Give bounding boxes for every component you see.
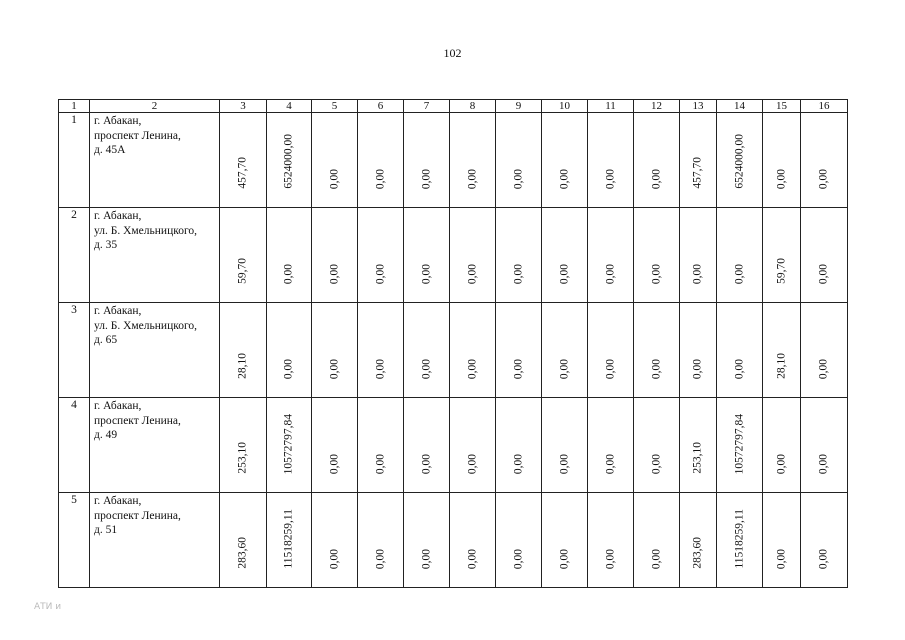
value-cell [801,398,848,493]
value-cell [267,493,312,588]
address-line: д. 45А [94,144,126,156]
column-number-cell: 13 [680,100,717,113]
value-text: 457,70 [691,157,704,189]
value-cell [680,398,717,493]
value-cell [358,303,404,398]
column-number-cell: 3 [220,100,267,113]
value-text: 0,00 [691,358,704,379]
value-cell [312,493,358,588]
column-number-cell: 15 [763,100,801,113]
row-index-cell: 3 [59,303,90,398]
address-cell [90,113,220,208]
column-number-cell: 12 [634,100,680,113]
value-cell [763,303,801,398]
value-cell [450,493,496,588]
column-number-cell: 10 [542,100,588,113]
column-number-cell: 2 [90,100,220,113]
column-number-cell: 4 [267,100,312,113]
table-row [59,208,848,303]
value-text: 0,00 [511,358,524,379]
value-text: 0,00 [465,168,478,189]
value-text: 0,00 [373,358,386,379]
value-text: 0,00 [603,453,616,474]
value-text: 457,70 [236,157,249,189]
value-text: 10572797,84 [282,413,295,474]
value-cell [404,303,450,398]
value-cell [717,303,763,398]
value-cell [588,303,634,398]
value-text: 0,00 [327,358,340,379]
value-text: 0,00 [817,358,830,379]
value-text: 0,00 [557,168,570,189]
value-cell [267,398,312,493]
value-text: 0,00 [603,548,616,569]
value-cell [267,208,312,303]
value-cell [358,493,404,588]
value-cell [717,113,763,208]
value-text: 0,00 [649,263,662,284]
value-text: 0,00 [511,168,524,189]
value-cell [801,493,848,588]
address-line: проспект Ленина, [94,414,181,427]
value-text: 0,00 [282,358,295,379]
value-cell [634,208,680,303]
value-cell [542,493,588,588]
column-number-cell: 16 [801,100,848,113]
table-row [59,398,848,493]
value-cell [763,208,801,303]
value-text: 0,00 [511,548,524,569]
value-text: 0,00 [465,358,478,379]
value-cell [450,303,496,398]
value-cell [220,303,267,398]
value-text: 0,00 [282,263,295,284]
value-cell [801,208,848,303]
value-cell [763,113,801,208]
value-cell [496,113,542,208]
address-line: г. Абакан, [94,115,142,127]
value-cell [763,493,801,588]
value-cell [404,493,450,588]
column-number-cell: 11 [588,100,634,113]
value-text: 0,00 [557,453,570,474]
value-cell [404,113,450,208]
address-cell [90,208,220,303]
column-number-cell: 7 [404,100,450,113]
value-text: 0,00 [465,263,478,284]
value-text: 0,00 [691,263,704,284]
value-text: 0,00 [373,548,386,569]
value-cell [588,208,634,303]
value-cell [267,303,312,398]
page-number: 102 [443,46,462,60]
value-cell [634,398,680,493]
address-cell [90,398,220,493]
row-index-cell: 1 [59,113,90,208]
value-text: 0,00 [817,263,830,284]
address-line: ул. Б. Хмельницкого, [94,319,198,332]
value-cell [404,208,450,303]
value-text: 0,00 [774,548,787,569]
value-text: 0,00 [465,453,478,474]
value-text: 0,00 [373,263,386,284]
value-text: 28,10 [236,353,249,379]
value-text: 11518259,11 [282,509,295,569]
value-text: 0,00 [419,263,432,284]
address-line: г. Абакан, [94,495,142,507]
value-cell [588,113,634,208]
value-cell [634,303,680,398]
address-line: ул. Б. Хмельницкого, [94,224,198,237]
value-text: 253,10 [236,442,249,474]
value-text: 59,70 [236,258,249,284]
value-cell [450,398,496,493]
column-number-cell: 14 [717,100,763,113]
value-cell [588,398,634,493]
value-cell [220,113,267,208]
value-text: 0,00 [649,548,662,569]
value-text: 59,70 [774,258,787,284]
value-cell [358,208,404,303]
value-text: 0,00 [649,168,662,189]
value-text: 0,00 [419,168,432,189]
value-text: 253,10 [691,442,704,474]
value-cell [404,398,450,493]
value-cell [542,398,588,493]
value-text: 0,00 [419,548,432,569]
column-number-cell: 1 [59,100,90,113]
value-text: 0,00 [557,358,570,379]
value-cell [220,493,267,588]
value-cell [763,398,801,493]
value-cell [312,303,358,398]
value-cell [496,493,542,588]
address-cell [90,493,220,588]
value-cell [358,398,404,493]
value-text: 0,00 [327,263,340,284]
address-line: проспект Ленина, [94,129,181,142]
value-text: 0,00 [419,453,432,474]
value-cell [496,303,542,398]
column-number-cell: 5 [312,100,358,113]
value-text: 0,00 [465,548,478,569]
value-cell [680,113,717,208]
value-text: 0,00 [774,168,787,189]
table-row [59,303,848,398]
housing-register-table [58,99,848,588]
value-text: 0,00 [557,548,570,569]
value-text: 0,00 [373,453,386,474]
value-text: 0,00 [817,453,830,474]
value-cell [542,113,588,208]
value-text: 0,00 [373,168,386,189]
address-line: д. 49 [94,429,118,441]
value-cell [496,208,542,303]
address-line: д. 51 [94,524,118,536]
value-text: 0,00 [327,453,340,474]
value-text: 0,00 [649,358,662,379]
value-cell [450,208,496,303]
column-number-cell: 9 [496,100,542,113]
address-line: проспект Ленина, [94,509,181,522]
value-text: 0,00 [732,263,745,284]
row-index-cell: 2 [59,208,90,303]
value-cell [717,398,763,493]
value-text: 0,00 [817,168,830,189]
value-text: 0,00 [817,548,830,569]
value-cell [496,398,542,493]
row-index-cell: 5 [59,493,90,588]
value-text: 0,00 [557,263,570,284]
value-cell [588,493,634,588]
value-cell [312,113,358,208]
value-cell [801,303,848,398]
value-cell [358,113,404,208]
scan-mark: АТИ и [34,602,62,612]
value-cell [680,493,717,588]
value-cell [542,208,588,303]
value-text: 6524000,00 [732,134,745,189]
value-cell [542,303,588,398]
value-cell [680,208,717,303]
value-text: 0,00 [511,453,524,474]
value-cell [717,493,763,588]
value-text: 28,10 [774,353,787,379]
value-text: 0,00 [603,358,616,379]
value-text: 283,60 [236,537,249,569]
value-text: 0,00 [603,168,616,189]
value-cell [220,398,267,493]
value-text: 0,00 [419,358,432,379]
column-number-row [59,100,848,113]
value-cell [680,303,717,398]
value-cell [801,113,848,208]
value-cell [312,208,358,303]
value-cell [634,493,680,588]
value-text: 0,00 [603,263,616,284]
value-cell [220,208,267,303]
address-line: г. Абакан, [94,400,142,412]
address-line: д. 65 [94,334,118,346]
address-line: г. Абакан, [94,210,142,222]
value-text: 0,00 [649,453,662,474]
row-index-cell: 4 [59,398,90,493]
address-line: г. Абакан, [94,305,142,317]
value-cell [267,113,312,208]
value-cell [717,208,763,303]
column-number-cell: 8 [450,100,496,113]
value-text: 10572797,84 [732,413,745,474]
value-text: 0,00 [327,548,340,569]
value-cell [634,113,680,208]
table-row [59,493,848,588]
table-row [59,113,848,208]
value-cell [312,398,358,493]
column-number-cell: 6 [358,100,404,113]
address-line: д. 35 [94,239,118,251]
value-text: 6524000,00 [282,134,295,189]
value-cell [450,113,496,208]
address-cell [90,303,220,398]
value-text: 11518259,11 [732,509,745,569]
value-text: 0,00 [327,168,340,189]
value-text: 0,00 [774,453,787,474]
value-text: 0,00 [732,358,745,379]
value-text: 283,60 [691,537,704,569]
value-text: 0,00 [511,263,524,284]
